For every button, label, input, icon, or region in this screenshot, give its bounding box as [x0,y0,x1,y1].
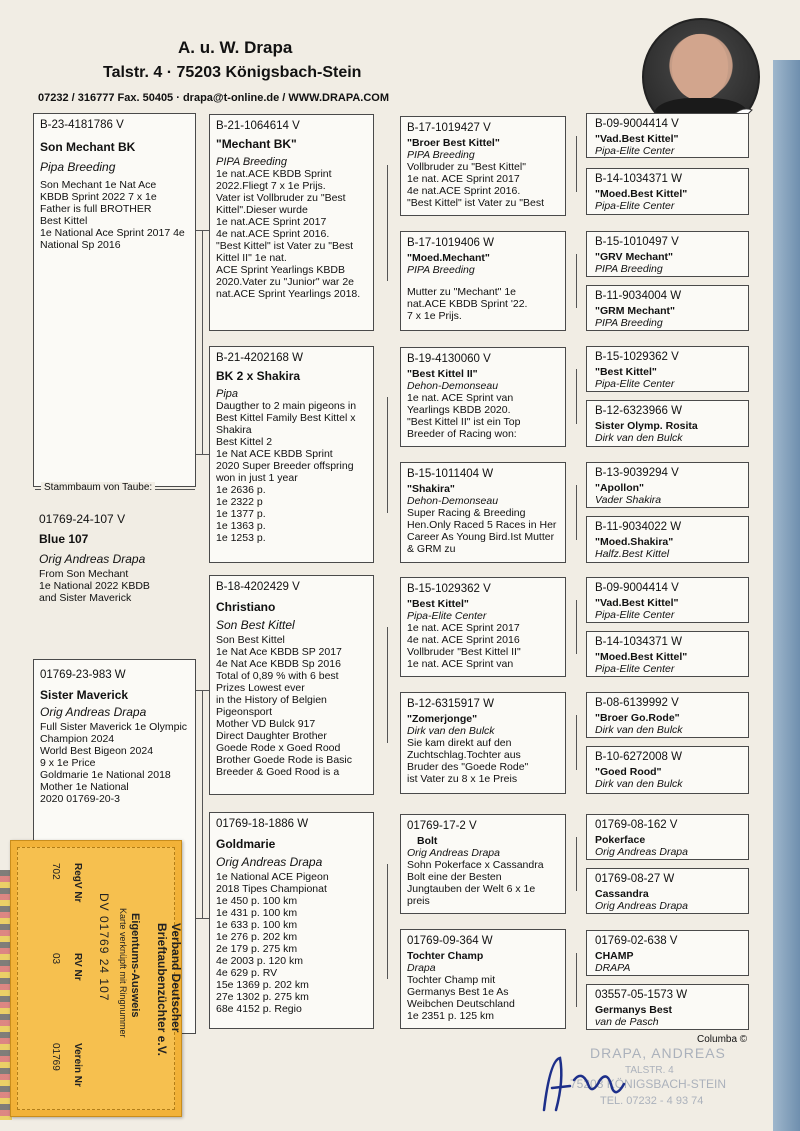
connector-line [576,254,577,308]
grandparent-note: Goede Rode x Goed Rood [216,742,341,754]
ancestor-box [586,168,749,215]
ancestor-name: "Moed.Shakira" [595,536,674,548]
great-grandparent-box [400,577,566,677]
grandparent-note: 27e 1302 p. 275 km [216,991,309,1003]
great-grandparent-box [400,462,566,563]
ggp-name: "Best Kittel" [407,598,469,610]
great-grandparent-box [400,116,566,216]
signature-icon [530,1040,640,1120]
grandparent-note: 1e Nat Ace KBDB SP 2017 [216,646,342,658]
stamp-city: 75203 KÖNIGSBACH-STEIN [570,1077,727,1091]
ggp-ring: B-17-1019427 V [407,122,491,134]
ancestor-name: CHAMP [595,950,634,962]
connector-line [576,369,577,424]
mother-note: 2020 01769-20-3 [40,793,120,805]
ggp-name: "Moed.Mechant" [407,252,490,264]
father-note: Father is full BROTHER [40,203,152,215]
card-col1-label: RegV Nr [72,863,83,903]
grandparent-note: 4e 629 p. RV [216,967,278,979]
ggp-owner: Dehon-Demonseau [407,495,499,507]
breeder-address: Talstr. 4 · 75203 Königsbach-Stein [103,64,362,81]
ggp-owner: Orig Andreas Drapa [407,847,500,859]
ancestor-owner: Pipa-Elite Center [595,145,675,157]
grandparent-note: 1e nat.ACE KBDB Sprint [216,168,332,180]
stamp-phone: TEL. 07232 - 4 93 74 [600,1095,704,1107]
ggp-owner: PIPA Breeding [407,264,475,276]
ggp-owner: Dehon-Demonseau [407,380,499,392]
ggp-ring: 01769-17-2 V [407,820,477,832]
card-col2-value: 03 [50,953,61,965]
grandparent-note: in the History of Belgien [216,694,327,706]
great-grandparent-box [400,814,566,914]
ancestor-ring: B-15-1029362 V [595,351,679,363]
ancestor-box [586,930,749,976]
grandparent-note: 1e 1253 p. [216,532,266,544]
ancestor-name: Germanys Best [595,1004,673,1016]
ggp-note: Vollbruder "Best Kittel II" [407,646,521,658]
ggp-ring: B-15-1011404 W [407,468,494,480]
father-notes [40,179,189,251]
ggp-note: Bruder des "Goede Rode" [407,761,529,773]
ancestor-box [586,746,749,794]
ggp-name: "Best Kittel II" [407,368,478,380]
grandparent-owner: Orig Andreas Drapa [216,855,323,869]
ggp-note: preis [407,895,430,907]
breeder-contact: 07232 / 316777 Fax. 50405 · drapa@t-online.de / WWW.DRAPA.COM [38,92,390,104]
father-note: National Sp 2016 [40,239,121,251]
ggp-ring: B-15-1029362 V [407,583,491,595]
stammbaum-label: Stammbaum von Taube: [41,482,155,493]
subject-ring: 01769-24-107 V [39,512,126,526]
grandparent-note: 1e 1377 p. [216,508,266,520]
connector-line [387,864,388,979]
ancestor-name: "GRV Mechant" [595,251,674,263]
grandparent-note: Prizes Lowest ever [216,682,305,694]
connector-line [576,953,577,1007]
father-note: Best Kittel [40,215,88,227]
grandparent-note: 2020 Super Breeder offspring [216,460,354,472]
breeder-name: A. u. W. Drapa [178,38,293,57]
great-grandparent-box [400,231,566,331]
ancestor-box [586,577,749,623]
ggp-note: Sohn Pokerface x Cassandra [407,859,544,871]
page-edge-strip [773,60,800,1131]
ancestor-name: "Moed.Best Kittel" [595,651,688,663]
ancestor-owner: Pipa-Elite Center [595,200,675,212]
grandparent-ring: B-18-4202429 V [216,581,300,593]
card-col2-label: RV Nr [72,953,83,981]
ancestor-owner: DRAPA [595,962,631,974]
ancestor-box [586,631,749,677]
grandparent-note: Daugther to 2 main pigeons in [216,400,357,412]
mother-note: Full Sister Maverick 1e Olympic [40,721,188,733]
grandparent-note: 1e nat.ACE Sprint 2017 [216,216,327,228]
grandparent-box [209,575,374,795]
mother-note: Mother 1e National [40,781,129,793]
ggp-note: 1e nat. ACE Sprint van [407,658,514,670]
ggp-ring: B-17-1019406 W [407,237,494,249]
ggp-note: nat.ACE KBDB Sprint '22. [407,298,528,310]
ggp-ring: B-12-6315917 W [407,698,494,710]
ancestor-owner: Dirk van den Bulck [595,778,683,790]
connector-line [576,715,577,770]
ancestor-name: Pokerface [595,834,646,846]
ancestor-name: Cassandra [595,888,649,900]
grandparent-note: Pigeonsport [216,706,273,718]
avatar-head [672,34,728,100]
ancestor-box [586,462,749,508]
stamp-name: DRAPA, ANDREAS [590,1045,726,1061]
ggp-note: 1e nat. ACE Sprint van [407,392,514,404]
ancestor-name: "GRM Mechant" [595,305,675,317]
grandparent-ring: B-21-1064614 V [216,120,300,132]
grandparent-note: ACE Sprint Yearlings KBDB [216,264,345,276]
ggp-note: Hen.Only Raced 5 Races in Her [407,519,557,531]
ancestor-owner: PIPA Breeding [595,263,663,275]
ancestor-box [586,346,749,392]
ancestor-ring: 03557-05-1573 W [595,989,688,1001]
ggp-note: Weibchen Deutschland [407,998,515,1010]
mother-name: Sister Maverick [40,688,129,702]
ggp-note: 1e nat. ACE Sprint 2017 [407,622,520,634]
subject-note: and Sister Maverick [39,592,132,604]
father-name: Son Mechant BK [40,140,136,154]
connector-line [202,230,203,454]
connector-tick [196,918,209,919]
ancestor-owner: PIPA Breeding [595,317,663,329]
ancestor-ring: B-14-1034371 W [595,636,682,648]
ggp-owner: Drapa [407,962,436,974]
ggp-note: Zuchtschlag.Tochter aus [407,749,521,761]
grandparent-note: Breeder & Goed Rood is a [216,766,340,778]
ancestor-ring: 01769-08-162 V [595,819,678,831]
grandparent-note: "Best Kittel" ist Vater zu "Best [216,240,354,252]
grandparent-ring: 01769-18-1886 W [216,818,309,830]
ancestor-box [586,692,749,738]
ancestor-owner: Dirk van den Bulck [595,432,683,444]
ancestor-ring: B-11-9034022 W [595,521,682,533]
ggp-note: Vollbruder zu "Best Kittel" [407,161,526,173]
columba-credit: Columba © [697,1034,748,1045]
grandparent-note: 1e Nat ACE KBDB Sprint [216,448,333,460]
great-grandparent-box [400,347,566,447]
ancestor-box [586,400,749,447]
connector-tick [196,230,209,231]
ggp-owner: PIPA Breeding [407,149,475,161]
grandparent-box [209,114,374,331]
ggp-note: Yearlings KBDB 2020. [407,404,511,416]
grandparent-note: 1e 276 p. 202 km [216,931,298,943]
grandparent-ring: B-21-4202168 W [216,352,303,364]
card-subtitle: Karte verknüpft mit Ringnummer [118,908,128,1038]
grandparent-owner: Son Best Kittel [216,618,295,632]
grandparent-note: 1e 1363 p. [216,520,266,532]
father-note: 1e National Ace Sprint 2017 4e [40,227,185,239]
ancestor-ring: B-13-9039294 V [595,467,679,479]
connector-tick [196,454,209,455]
grandparent-note: 4e 2003 p. 120 km [216,955,303,967]
ggp-note: Germanys Best 1e As [407,986,509,998]
ancestor-owner: Pipa-Elite Center [595,378,675,390]
ancestor-name: "Moed.Best Kittel" [595,188,688,200]
ancestor-name: "Apollon" [595,482,645,494]
grandparent-name: "Mechant BK" [216,137,297,151]
ancestor-owner: Pipa-Elite Center [595,609,675,621]
ggp-note: Super Racing & Breeding [407,507,526,519]
great-grandparent-box [400,929,566,1029]
ancestor-ring: B-09-9004414 V [595,582,679,594]
grandparent-note: Direct Daughter Brother [216,730,327,742]
grandparent-note: 1e 450 p. 100 km [216,895,298,907]
ancestor-name: "Goed Rood" [595,766,662,778]
ancestor-box [586,231,749,277]
ancestor-ring: B-10-6272008 W [595,751,682,763]
father-ring: B-23-4181786 V [40,119,124,131]
ggp-note: Mutter zu "Mechant" 1e [407,286,517,298]
stammbaum-divider [35,482,195,493]
ggp-note: & GRM zu [407,543,456,555]
ggp-ring: B-19-4130060 V [407,353,491,365]
ancestor-owner: Pipa-Elite Center [595,663,675,675]
grandparent-note: nat.ACE Sprint Yearlings 2018. [216,288,361,300]
ancestor-ring: B-09-9004414 V [595,118,679,130]
ancestor-box [586,285,749,331]
grandparent-note: 1e 633 p. 100 km [216,919,298,931]
grandparent-box [209,812,374,1029]
ggp-note: ist Vater zu 8 x 1e Preis [407,773,518,785]
subject-note: 1e National 2022 KBDB [39,580,150,592]
card-ring-number: DV 01769 24 107 [97,893,111,1002]
ggp-note: Jungtauben der Welt 6 x 1e [407,883,536,895]
ancestor-box [586,868,749,914]
ancestor-ring: B-15-1010497 V [595,236,679,248]
mother-owner: Orig Andreas Drapa [40,705,147,719]
card-org1: Verband Deutscher [169,923,183,1033]
grandparent-note: 1e 2636 p. [216,484,266,496]
father-note: Son Mechant 1e Nat Ace [40,179,157,191]
ancestor-ring: B-12-6323966 W [595,405,682,417]
ancestor-box [586,516,749,563]
grandparent-note: 2020.Vater zu "Junior" war 2e [216,276,355,288]
ggp-note: Bolt eine der Besten [407,871,502,883]
ancestor-ring: 01769-08-27 W [595,873,675,885]
connector-line [576,136,577,192]
connector-line [576,837,577,891]
ggp-name: Bolt [417,835,438,847]
ggp-note: "Best Kittel" ist Vater zu "Best [407,197,545,209]
card-col1-value: 702 [50,863,61,880]
grandparent-note: Best Kittel Family Best Kittel x [216,412,356,424]
ggp-note: Tochter Champ mit [407,974,496,986]
grandparent-note: Best Kittel 2 [216,436,273,448]
grandparent-owner: Pipa [216,388,239,400]
grandparent-note: 2022.Fliegt 7 x 1e Prijs. [216,180,326,192]
card-col3-label: Verein Nr [72,1043,83,1087]
father-note: KBDB Sprint 2022 7 x 1e [40,191,157,203]
connector-line [576,485,577,540]
grandparent-note: Kittel".Dieser wurde [216,204,308,216]
grandparent-note: 1e National ACE Pigeon [216,871,329,883]
ancestor-owner: Orig Andreas Drapa [595,900,688,912]
mother-note: World Best Bigeon 2024 [40,745,154,757]
card-title: Eigentums-Ausweis [129,913,141,1018]
grandparent-note: Mother VD Bulck 917 [216,718,316,730]
subject-note: From Son Mechant [39,568,129,580]
grandparent-note: Kittel II" 1e nat. [216,252,287,264]
ancestor-name: "Vad.Best Kittel" [595,597,679,609]
ancestor-name: "Broer Go.Rode" [595,712,680,724]
grandparent-name: BK 2 x Shakira [216,369,301,383]
ggp-note: Sie kam direkt auf den [407,737,512,749]
father-box [33,113,196,487]
subject-name: Blue 107 [39,532,89,546]
great-grandparent-box [400,692,566,794]
grandparent-box [209,346,374,563]
subject-owner: Orig Andreas Drapa [39,552,146,566]
ggp-note: 4e nat.ACE Sprint 2016. [407,185,521,197]
ggp-note: Breeder of Racing won: [407,428,517,440]
grandparent-note: 4e nat.ACE Sprint 2016. [216,228,330,240]
ggp-name: Tochter Champ [407,950,484,962]
grandparent-note: 15e 1369 p. 202 km [216,979,309,991]
ancestor-owner: Vader Shakira [595,494,662,506]
ggp-note: 4e nat. ACE Sprint 2016 [407,634,520,646]
ggp-note: 7 x 1e Prijs. [407,310,462,322]
ancestor-name: "Best Kittel" [595,366,657,378]
ancestor-owner: van de Pasch [595,1016,659,1028]
card-org2: Brieftaubenzüchter e.V. [155,923,169,1056]
ancestor-ring: B-08-6139992 V [595,697,679,709]
grandparent-note: Brother Goede Rode is Basic [216,754,352,766]
connector-tick [196,690,209,691]
ancestor-box [586,984,749,1030]
connector-line [387,165,388,281]
ancestor-ring: B-14-1034371 W [595,173,682,185]
grandparent-name: Goldmarie [216,837,276,851]
grandparent-note: 68e 4152 p. Regio [216,1003,302,1015]
father-owner: Pipa Breeding [40,160,116,174]
connector-line [576,600,577,654]
grandparent-note: 2e 179 p. 275 km [216,943,298,955]
grandparent-note: won in just 1 year [216,472,298,484]
grandparent-owner: PIPA Breeding [216,156,287,168]
ggp-owner: Dirk van den Bulck [407,725,495,737]
ancestor-ring: 01769-02-638 V [595,935,678,947]
ggp-name: "Shakira" [407,483,455,495]
mother-note: Champion 2024 [40,733,115,745]
ancestor-name: Sister Olymp. Rosita [595,420,698,432]
ancestor-ring: B-11-9034004 W [595,290,682,302]
grandparent-note: 1e 2322 p [216,496,263,508]
ggp-owner: Pipa-Elite Center [407,610,487,622]
ggp-ring: 01769-09-364 W [407,935,493,947]
connector-line [387,397,388,513]
mother-note: Goldmarie 1e National 2018 [40,769,171,781]
grandparent-note: 4e Nat Ace KBDB Sp 2016 [216,658,341,670]
ggp-note: Career As Young Bird.Ist Mutter [407,531,555,543]
ancestor-box [586,814,749,860]
card-col3-value: 01769 [50,1043,61,1071]
subject-box [33,497,196,649]
ggp-name: "Zomerjonge" [407,713,478,725]
connector-line [202,690,203,918]
ggp-note: "Best Kittel II" ist ein Top [407,416,521,428]
grandparent-note: 1e 431 p. 100 km [216,907,298,919]
mother-note: 9 x 1e Price [40,757,96,769]
card-inner [17,847,183,1110]
ownership-card [10,840,182,1117]
grandparent-note: Shakira [216,424,252,436]
ancestor-owner: Halfz.Best Kittel [595,548,670,560]
grandparent-note: 2018 Tipes Championat [216,883,327,895]
mother-ring: 01769-23-983 W [40,669,126,681]
ggp-note: 1e nat. ACE Sprint 2017 [407,173,520,185]
stamp-street: TALSTR. 4 [625,1065,674,1076]
grandparent-note: Total of 0,89 % with 6 best [216,670,339,682]
card-content [13,853,193,1113]
ggp-note: 1e 2351 p. 125 km [407,1010,494,1022]
grandparent-name: Christiano [216,600,276,614]
ancestor-owner: Orig Andreas Drapa [595,846,688,858]
ancestor-owner: Dirk van den Bulck [595,724,683,736]
ggp-name: "Broer Best Kittel" [407,137,500,149]
ancestor-box [586,113,749,158]
connector-line [387,627,388,743]
grandparent-note: Vater ist Vollbruder zu "Best [216,192,346,204]
ancestor-name: "Vad.Best Kittel" [595,133,679,145]
grandparent-note: Son Best Kittel [216,634,285,646]
